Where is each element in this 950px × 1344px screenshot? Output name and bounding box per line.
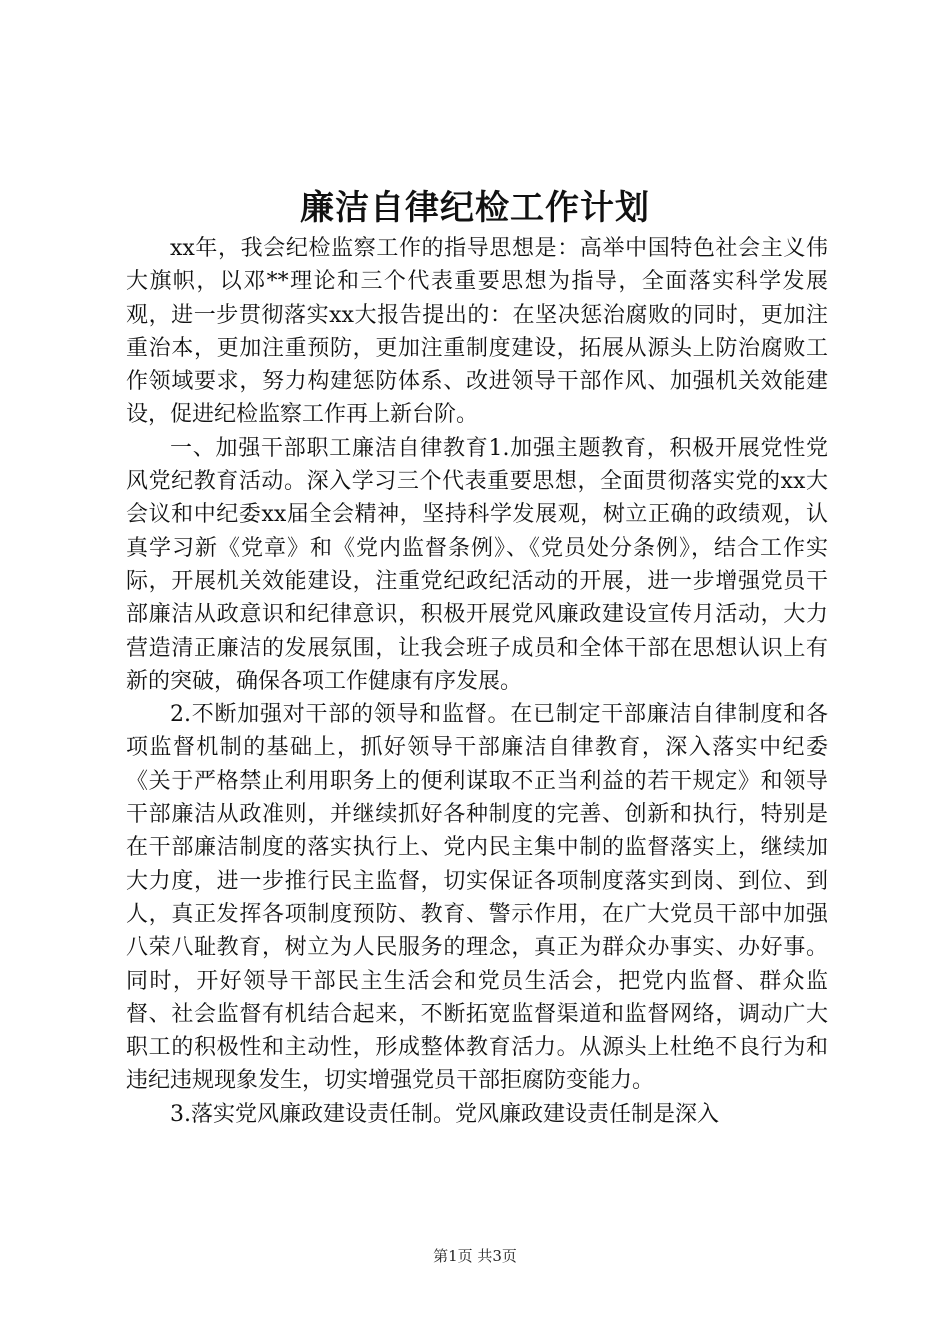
paragraph-item-two: 2.不断加强对干部的领导和监督。在已制定干部廉洁自律制度和各项监督机制的基础上，抓好领导干部廉洁自律教育，深入落实中纪委《关于严格禁止利用职务上的便利谋取不正当利益的若干规定》和领导干部廉洁从政准则，并继续抓好各种制度的完善、创新和执行，特别是在干部廉洁制度的落实执行上、党内民主集中制的监督落实上，继续加大力度，进一步推行民主监督，切实保证各项制度落实到岗、到位、到人，真正发挥各项制度预防、教育、警示作用，在广大党员干部中加强八荣八耻教育，树立为人民服务的理念，真正为群众办事实、办好事。同时，开好领导干部民主生活会和党员生活会，把党内监督、群众监督、社会监督有机结合起来，不断拓宽监督渠道和监督网络，调动广大职工的积极性和主动性，形成整体教育活力。从源头上杜绝不良行为和违纪违规现象发生，切实增强党员干部拒腐防变能力。 bbox=[126, 702, 828, 1094]
paragraph-item-three: 3.落实党风廉政建设责任制。党风廉政建设责任制是深入 bbox=[170, 1101, 719, 1127]
paragraph-section-one: 一、加强干部职工廉洁自律教育1.加强主题教育，积极开展党性党风党纪教育活动。深入学习三个代表重要思想，全面贯彻落实党的xx大会议和中纪委xx届全会精神，坚持科学发展观，树立正确的政绩观，认真学习新《党章》和《党内监督条例》、《党员处分条例》，结合工作实际，开展机关效能建设，注重党纪政纪活动的开展，进一步增强党员干部廉洁从政意识和纪律意识，积极开展党风廉政建设宣传月活动，大力营造清正廉洁的发展氛围，让我会班子成员和全体干部在思想认识上有新的突破，确保各项工作健康有序发展。 bbox=[126, 435, 828, 694]
document-title: 廉洁自律纪检工作计划 bbox=[300, 188, 650, 228]
document-body bbox=[126, 232, 828, 1131]
paragraph-guiding-thought: xx年，我会纪检监察工作的指导思想是：高举中国特色社会主义伟大旗帜，以邓**理论和三个代表重要思想为指导，全面落实科学发展观，进一步贯彻落实xx大报告提出的：在坚决惩治腐败的同时，更加注重治本，更加注重预防，更加注重制度建设，拓展从源头上防治腐败工作领域要求，努力构建惩防体系、改进领导干部作风、加强机关效能建设，促进纪检监察工作再上新台阶。 bbox=[126, 236, 828, 428]
page-footer: 第1页 共3页 bbox=[433, 1247, 517, 1265]
